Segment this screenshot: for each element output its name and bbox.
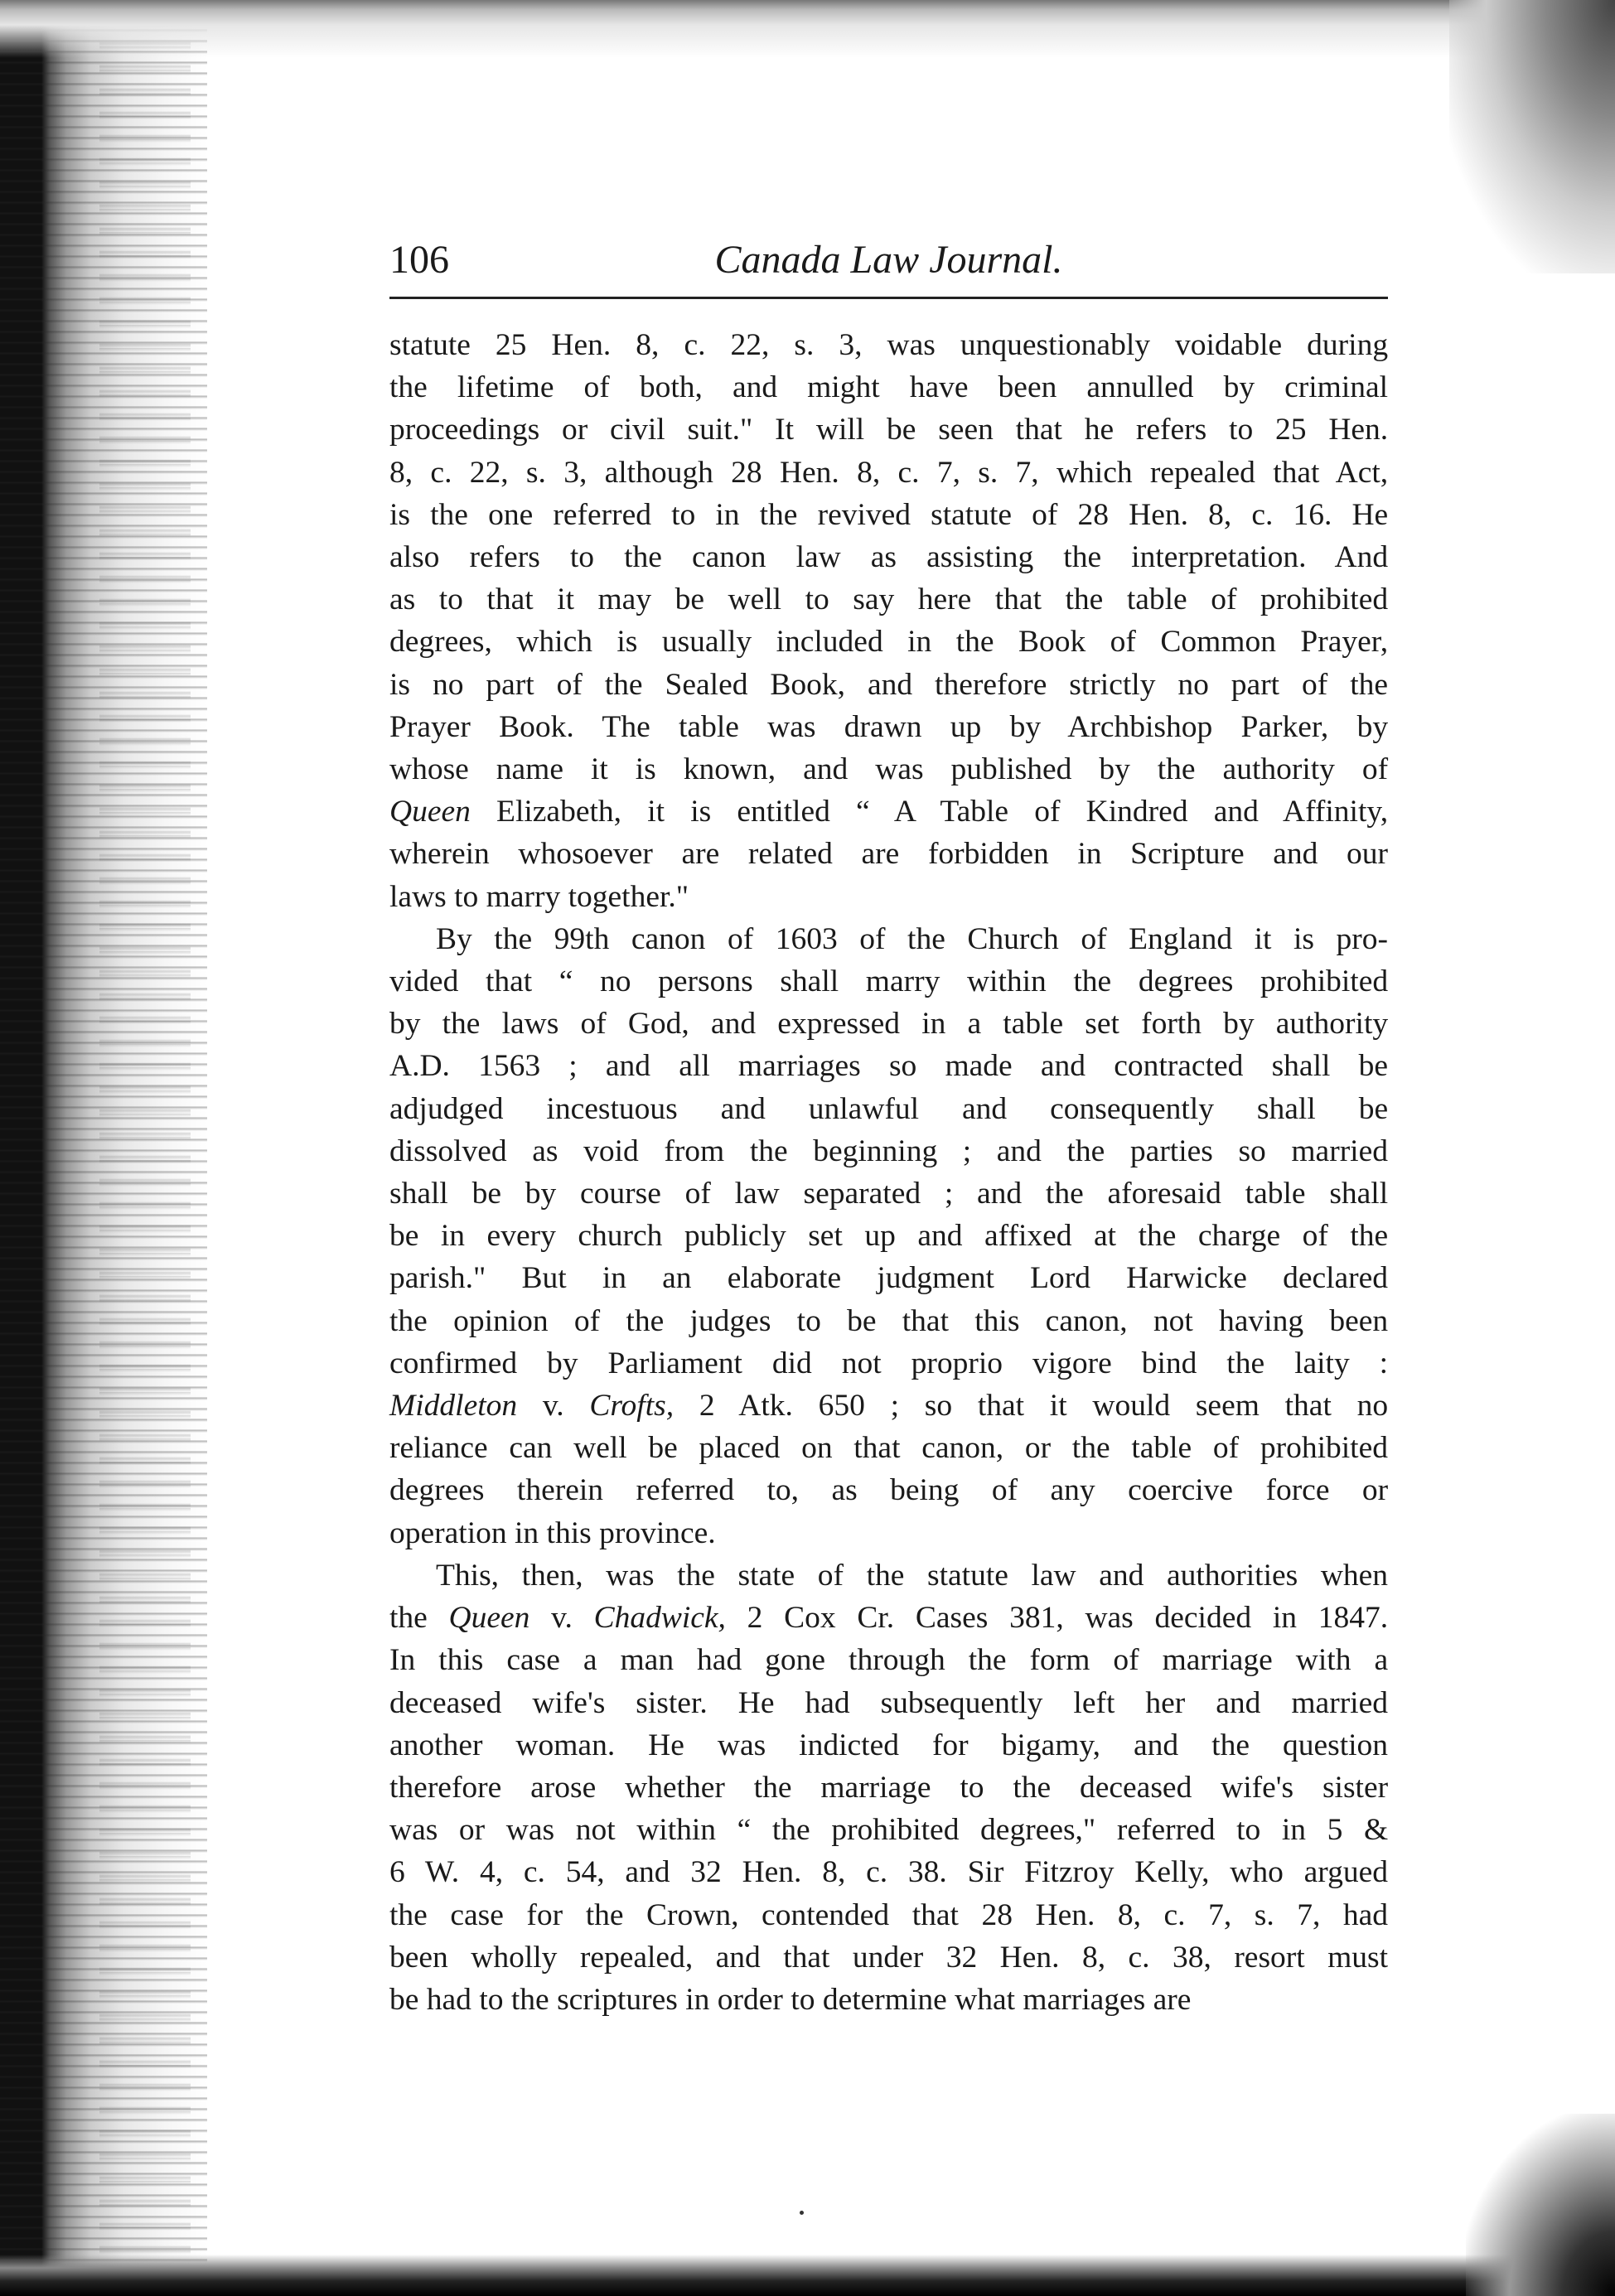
text-line: 8, c. 22, s. 3, although 28 Hen. 8, c. 7, s. 7, which repealed that Act, bbox=[389, 455, 1389, 490]
text-line: the Queen v. Chadwick, 2 Cox Cr. Cases 381, was decided in 1847. bbox=[389, 1601, 1389, 1636]
text-line: adjudged incestuous and unlawful and consequently shall be bbox=[389, 1091, 1389, 1126]
text-line: laws to marry together." bbox=[389, 879, 689, 914]
text-line: by the laws of God, and expressed in a table set forth by authority bbox=[389, 1007, 1389, 1042]
text-line: In this case a man had gone through the form of marriage with a bbox=[389, 1643, 1389, 1678]
scan-top-edge bbox=[0, 0, 1615, 58]
text-line: be in every church publicly set up and affixed at the charge of the bbox=[389, 1219, 1389, 1254]
text-line: whose name it is known, and was published by the authority of bbox=[389, 752, 1389, 787]
header-rule bbox=[389, 297, 1388, 299]
text-line: wherein whosoever are related are forbidden in Scripture and our bbox=[389, 837, 1389, 872]
paragraph bbox=[389, 1554, 1388, 2021]
text-line: This, then, was the state of the statute law and authorities when bbox=[436, 1558, 1389, 1593]
text-line: is the one referred to in the revived statute of 28 Hen. 8, c. 16. He bbox=[389, 497, 1389, 532]
text-line: reliance can well be placed on that canon, or the table of prohibited bbox=[389, 1431, 1388, 1466]
page-number: 106 bbox=[389, 238, 449, 282]
text-line: operation in this province. bbox=[389, 1515, 716, 1550]
text-line: shall be by course of law separated ; and the aforesaid table shall bbox=[389, 1177, 1389, 1211]
text-line: is no part of the Sealed Book, and therefore strictly no part of the bbox=[389, 667, 1389, 702]
text-line: Prayer Book. The table was drawn up by Archbishop Parker, by bbox=[389, 709, 1389, 744]
text-line: parish." But in an elaborate judgment Lord Harwicke declared bbox=[389, 1261, 1389, 1296]
text-line: 6 W. 4, c. 54, and 32 Hen. 8, c. 38. Sir Fitzroy Kelly, who argued bbox=[389, 1855, 1389, 1890]
text-line: been wholly repealed, and that under 32 Hen. 8, c. 38, resort must bbox=[389, 1940, 1389, 1975]
text-line: By the 99th canon of 1603 of the Church of England it is pro- bbox=[436, 921, 1389, 956]
text-line: be had to the scriptures in order to determine what marriages are bbox=[389, 1982, 1192, 2017]
text-line: proceedings or civil suit." It will be seen that he refers to 25 Hen. bbox=[389, 413, 1389, 447]
text-line: deceased wife's sister. He had subsequently left her and married bbox=[389, 1685, 1388, 1720]
journal-title: Canada Law Journal. bbox=[714, 238, 1063, 282]
text-line: also refers to the canon law as assisting the interpretation. And bbox=[389, 540, 1389, 575]
scan-bottom-right-corner bbox=[1466, 2114, 1615, 2296]
text-line: degrees, which is usually included in the Book of Common Prayer, bbox=[389, 625, 1389, 660]
text-line: the opinion of the judges to be that this canon, not having been bbox=[389, 1303, 1389, 1338]
text-line: Middleton v. Crofts, 2 Atk. 650 ; so that it would seem that no bbox=[389, 1389, 1389, 1424]
text-line: confirmed by Parliament did not proprio vigore bind the laity : bbox=[389, 1346, 1389, 1380]
text-line: therefore arose whether the marriage to the deceased wife's sister bbox=[389, 1770, 1389, 1805]
body-text bbox=[389, 324, 1388, 2021]
running-head bbox=[389, 232, 1388, 288]
text-line: vided that “ no persons shall marry within the degrees prohibited bbox=[389, 964, 1389, 999]
book-page bbox=[389, 232, 1388, 2021]
text-line: dissolved as void from the beginning ; and the parties so married bbox=[389, 1133, 1388, 1168]
text-line: another woman. He was indicted for bigamy, and the question bbox=[389, 1728, 1389, 1762]
text-line: statute 25 Hen. 8, c. 22, s. 3, was unquestionably voidable during bbox=[389, 328, 1389, 362]
text-line: as to that it may be well to say here that the table of prohibited bbox=[389, 582, 1389, 617]
paragraph bbox=[389, 918, 1388, 1554]
text-line: the lifetime of both, and might have been annulled by criminal bbox=[389, 370, 1389, 405]
text-line: A.D. 1563 ; and all marriages so made and contracted shall be bbox=[389, 1049, 1388, 1084]
text-line: the case for the Crown, contended that 28 Hen. 8, c. 7, s. 7, had bbox=[389, 1897, 1389, 1932]
text-line: Queen Elizabeth, it is entitled “ A Table of Kindred and Affinity, bbox=[389, 795, 1389, 829]
scan-bottom-edge bbox=[0, 2255, 1615, 2296]
scan-top-right-corner bbox=[1449, 0, 1615, 273]
text-line: was or was not within “ the prohibited degrees," referred to in 5 & bbox=[389, 1813, 1389, 1848]
scan-binding-shadow bbox=[99, 0, 191, 2296]
paragraph bbox=[389, 324, 1388, 918]
page-mark bbox=[800, 2211, 804, 2215]
text-line: degrees therein referred to, as being of any coercive force or bbox=[389, 1473, 1389, 1508]
